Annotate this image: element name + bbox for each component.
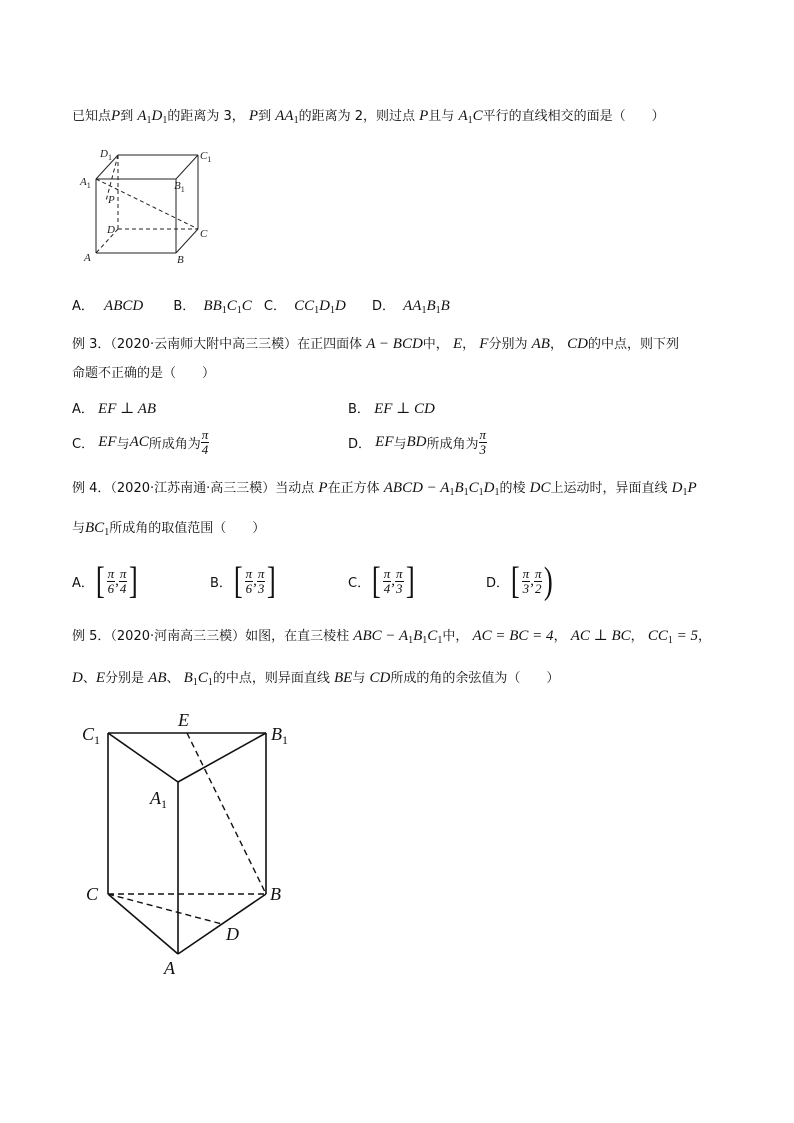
prism-figure bbox=[78, 708, 308, 983]
ex4-line2: 与$BC_1$所成角的取值范围（ ） bbox=[72, 520, 266, 538]
ex4-option-c: C． [ $\frac{\pi}{4}$ , $\frac{\pi}{3}$ ] bbox=[348, 560, 415, 602]
interval-a: [ $\frac{\pi}{6}$ , $\frac{\pi}{4}$ ] bbox=[95, 560, 139, 602]
prism-label-a: A bbox=[164, 958, 175, 978]
cube-label-d: D bbox=[107, 224, 115, 236]
interval-c: [ $\frac{\pi}{4}$ , $\frac{\pi}{3}$ ] bbox=[371, 560, 415, 602]
cube-label-c1: $C_1$ bbox=[200, 150, 212, 164]
ex4-option-d: D． [ $\frac{\pi}{3}$ , $\frac{\pi}{2}$ ) bbox=[486, 560, 554, 602]
ex4-line1: 例 4．（2020·江苏南通·高三三模）当动点 P在正方体 ABCD − $A_1B_1C_1D_1$的棱 DC上运动时，异面直线 $D_1P$ bbox=[72, 480, 697, 498]
cube-label-d1: $D_1$ bbox=[100, 148, 112, 162]
cube-label-a1: $A_1$ bbox=[80, 176, 91, 190]
ex5-line2: D、E分别是 AB、 $B_1C_1$的中点，则异面直线 BE与 CD所成的角的余弦值为（ ） bbox=[72, 670, 560, 688]
prism-label-b: B bbox=[270, 884, 281, 904]
prism-label-b1: $B_1$ bbox=[271, 724, 288, 747]
interval-d: [ $\frac{\pi}{3}$ , $\frac{\pi}{2}$ ) bbox=[510, 560, 554, 602]
prism-label-c: C bbox=[86, 884, 99, 904]
ex4-option-b: B． [ $\frac{\pi}{6}$ , $\frac{\pi}{3}$ ] bbox=[210, 560, 277, 602]
cube-label-c: C bbox=[200, 228, 208, 240]
prism-label-d: D bbox=[226, 924, 239, 944]
ex3-option-b: B． EF ⊥ CD bbox=[348, 401, 435, 417]
prism-label-e: E bbox=[178, 710, 189, 730]
fraction-pi-3: $\frac{\pi}{3}$ bbox=[479, 427, 487, 457]
prism-label-c1: $C_1$ bbox=[82, 724, 101, 747]
ex3-option-a: A． EF ⊥ AB bbox=[72, 401, 157, 417]
ex5-line1: 例 5．（2020·河南高三三模）如图，在直三棱柱 ABC − $A_1B_1C_1$中， AC = BC = 4， AC ⊥ BC， $CC_1 = 5$， bbox=[72, 628, 711, 646]
interval-b: [ $\frac{\pi}{6}$ , $\frac{\pi}{3}$ ] bbox=[233, 560, 277, 602]
cube-figure bbox=[78, 145, 218, 270]
ex4-option-a: A． [ $\frac{\pi}{6}$ , $\frac{\pi}{4}$ ] bbox=[72, 560, 139, 602]
prism-label-a1: $A_1$ bbox=[150, 788, 167, 811]
ex3-option-c: C． EF 与 AC 所成角为 $\frac{\pi}{4}$ bbox=[72, 427, 209, 457]
cube-label-p: P bbox=[108, 194, 115, 206]
ex3-line1: 例 3．（2020·云南师大附中高三三模）在正四面体 A − BCD中， E， F分别为 AB， CD的中点，则下列 bbox=[72, 336, 679, 352]
cube-label-a: A bbox=[84, 252, 91, 264]
ex3-option-d: D． EF 与 BD 所成角为 $\frac{\pi}{3}$ bbox=[348, 427, 487, 457]
fraction-pi-4: $\frac{\pi}{4}$ bbox=[201, 427, 209, 457]
cube-label-b1: $B_1$ bbox=[174, 180, 185, 194]
cube-label-b: B bbox=[177, 254, 184, 266]
prev-options: A． ABCD B． $BB_1C_1C$ C． $CC_1D_1D$ D． $AA_1B_1B$ bbox=[72, 298, 450, 316]
ex3-line2: 命题不正确的是（ ） bbox=[72, 366, 216, 381]
question-prev-text: 已知点P到 $A_1D_1$的距离为 3， P到 $AA_1$的距离为 2，则过点 P且与 $A_1C$平行的直线相交的面是（ ） bbox=[72, 108, 665, 126]
